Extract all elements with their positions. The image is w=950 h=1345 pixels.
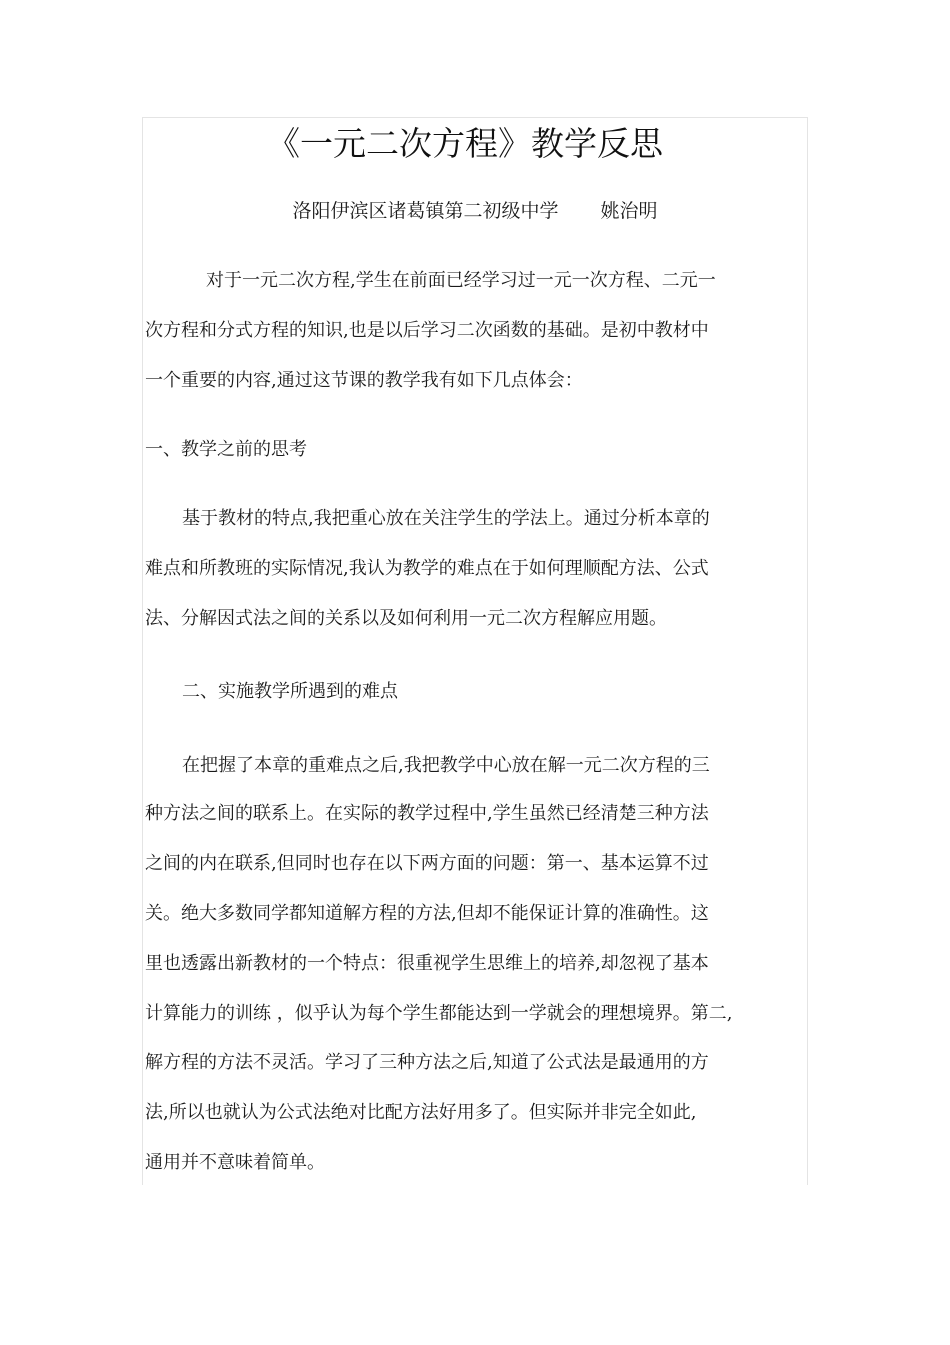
author-name: 姚治明 <box>600 200 658 222</box>
document-title: 《一元二次方程》教学反思 <box>267 124 663 163</box>
intro-line-2: 次方程和分式方程的知识,也是以后学习二次函数的基础。是初中教材中 <box>145 320 709 341</box>
intro-line-3: 一个重要的内容,通过这节课的教学我有如下几点体会： <box>145 370 583 391</box>
section2-heading: 二、实施教学所遇到的难点 <box>182 681 398 702</box>
section2-line-7: 解方程的方法不灵活。学习了三种方法之后,知道了公式法是最通用的方 <box>145 1052 709 1073</box>
section1-line-2: 难点和所教班的实际情况,我认为教学的难点在于如何理顺配方法、公式 <box>145 558 709 579</box>
section2-line-4: 关。绝大多数同学都知道解方程的方法,但却不能保证计算的准确性。这 <box>145 903 709 924</box>
section2-line-2: 种方法之间的联系上。在实际的教学过程中,学生虽然已经清楚三种方法 <box>145 803 709 824</box>
intro-line-1: 对于一元二次方程,学生在前面已经学习过一元一次方程、二元一 <box>206 270 716 291</box>
section1-line-1: 基于教材的特点,我把重心放在关注学生的学法上。通过分析本章的 <box>182 508 710 529</box>
school-name: 洛阳伊滨区诸葛镇第二初级中学 <box>292 200 559 222</box>
section2-line-9: 通用并不意味着简单。 <box>145 1152 325 1173</box>
section2-line-5: 里也透露出新教材的一个特点：很重视学生思维上的培养,却忽视了基本 <box>145 953 709 974</box>
section2-line-8: 法,所以也就认为公式法绝对比配方法好用多了。但实际并非完全如此, <box>145 1102 697 1123</box>
section2-line-3: 之间的内在联系,但同时也存在以下两方面的问题：第一、基本运算不过 <box>145 853 709 874</box>
section1-line-3: 法、分解因式法之间的关系以及如何利用一元二次方程解应用题。 <box>145 608 667 629</box>
section2-line-1: 在把握了本章的重难点之后,我把教学中心放在解一元二次方程的三 <box>182 755 710 776</box>
section2-line-6: 计算能力的训练 ，似乎认为每个学生都能达到一学就会的理想境界。第二, <box>145 1003 733 1024</box>
section1-heading: 一、教学之前的思考 <box>145 439 307 460</box>
byline <box>142 196 808 226</box>
